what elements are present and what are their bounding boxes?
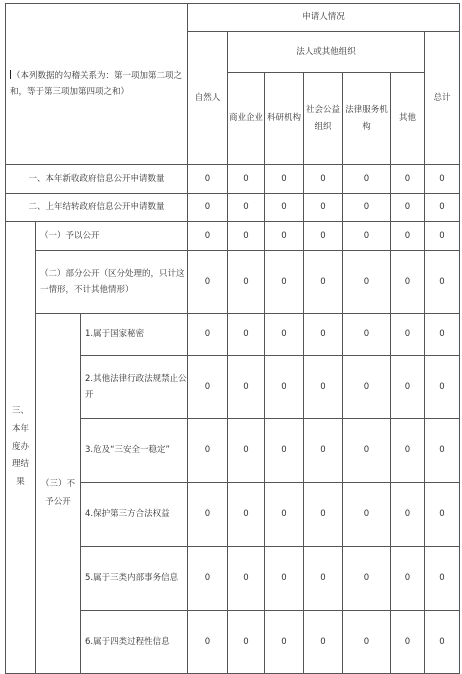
table-row <box>6 222 460 251</box>
cell: 0 <box>304 165 343 194</box>
cell: 0 <box>343 165 391 194</box>
cell: 0 <box>343 419 391 483</box>
cell: 0 <box>228 356 265 419</box>
cell: 0 <box>188 611 228 674</box>
row-label: 5.属于三类内部事务信息 <box>81 547 188 611</box>
row-label: （二）部分公开（区分处理的，只计这一情形，不计其他情形） <box>36 251 188 314</box>
legal-service-header: 法律服务机构 <box>343 73 391 165</box>
cell: 0 <box>391 194 425 222</box>
cell: 0 <box>343 194 391 222</box>
cell: 0 <box>228 419 265 483</box>
cell: 0 <box>425 483 460 547</box>
cell: 0 <box>425 314 460 356</box>
not-public-label: （三）不予公开 <box>36 314 81 674</box>
cell: 0 <box>304 611 343 674</box>
cell: 0 <box>391 165 425 194</box>
cell: 0 <box>304 356 343 419</box>
row-label: 2.其他法律行政法规禁止公开 <box>81 356 188 419</box>
section3-label: 三、本年度办理结果 <box>6 222 36 674</box>
table-row <box>6 194 460 222</box>
row-label: （一）予以公开 <box>36 222 188 251</box>
cell: 0 <box>265 251 304 314</box>
cell: 0 <box>304 194 343 222</box>
row-label: 4.保护第三方合法权益 <box>81 483 188 547</box>
cell: 0 <box>188 222 228 251</box>
cell: 0 <box>343 222 391 251</box>
cell: 0 <box>391 356 425 419</box>
cell: 0 <box>228 194 265 222</box>
cell: 0 <box>265 194 304 222</box>
text-cursor <box>10 70 11 79</box>
cell: 0 <box>391 483 425 547</box>
cell: 0 <box>228 251 265 314</box>
row-label: 一、本年新收政府信息公开申请数量 <box>6 165 188 194</box>
cell: 0 <box>265 547 304 611</box>
cell: 0 <box>343 251 391 314</box>
cell: 0 <box>188 194 228 222</box>
commercial-header: 商业企业 <box>228 73 265 165</box>
row-label: 3.危及“三安全一稳定” <box>81 419 188 483</box>
cell: 0 <box>304 419 343 483</box>
cell: 0 <box>391 222 425 251</box>
social-welfare-header: 社会公益组织 <box>304 73 343 165</box>
other-header: 其他 <box>391 73 425 165</box>
legal-and-other-header: 法人或其他组织 <box>228 32 425 73</box>
cell: 0 <box>343 356 391 419</box>
cell: 0 <box>188 547 228 611</box>
cell: 0 <box>265 165 304 194</box>
cell: 0 <box>228 314 265 356</box>
cell: 0 <box>188 165 228 194</box>
cell: 0 <box>425 419 460 483</box>
cell: 0 <box>304 314 343 356</box>
cell: 0 <box>228 611 265 674</box>
table-row <box>6 165 460 194</box>
table-row <box>6 314 460 356</box>
natural-person-header: 自然人 <box>188 32 228 165</box>
cell: 0 <box>265 483 304 547</box>
cell: 0 <box>343 611 391 674</box>
cell: 0 <box>304 222 343 251</box>
cell: 0 <box>188 251 228 314</box>
cell: 0 <box>188 314 228 356</box>
cell: 0 <box>265 611 304 674</box>
cell: 0 <box>265 222 304 251</box>
cell: 0 <box>343 483 391 547</box>
cell: 0 <box>425 251 460 314</box>
cell: 0 <box>425 356 460 419</box>
cell: 0 <box>425 611 460 674</box>
cell: 0 <box>425 547 460 611</box>
table-row <box>6 251 460 314</box>
cell: 0 <box>391 419 425 483</box>
cell: 0 <box>304 547 343 611</box>
cell: 0 <box>188 483 228 547</box>
cell: 0 <box>265 314 304 356</box>
cell: 0 <box>188 356 228 419</box>
cell: 0 <box>304 483 343 547</box>
cell: 0 <box>343 547 391 611</box>
cell: 0 <box>265 356 304 419</box>
research-header: 科研机构 <box>265 73 304 165</box>
cell: 0 <box>228 165 265 194</box>
row-label: 二、上年结转政府信息公开申请数量 <box>6 194 188 222</box>
row-label: 1.属于国家秘密 <box>81 314 188 356</box>
cell: 0 <box>265 419 304 483</box>
row-label: 6.属于四类过程性信息 <box>81 611 188 674</box>
cell: 0 <box>425 165 460 194</box>
cell: 0 <box>228 547 265 611</box>
cell: 0 <box>304 251 343 314</box>
cell: 0 <box>343 314 391 356</box>
cell: 0 <box>228 483 265 547</box>
cell: 0 <box>188 419 228 483</box>
cell: 0 <box>425 222 460 251</box>
cell: 0 <box>425 194 460 222</box>
cell: 0 <box>391 547 425 611</box>
cell: 0 <box>391 314 425 356</box>
cell: 0 <box>391 251 425 314</box>
cell: 0 <box>391 611 425 674</box>
applicant-situation-header: 申请人情况 <box>188 4 460 32</box>
note-cell: （本列数据的勾稽关系为：第一项加第二项之和，等于第三项加第四项之和） <box>6 4 188 165</box>
total-header: 总计 <box>425 32 460 165</box>
disclosure-table <box>5 3 460 674</box>
cell: 0 <box>228 222 265 251</box>
